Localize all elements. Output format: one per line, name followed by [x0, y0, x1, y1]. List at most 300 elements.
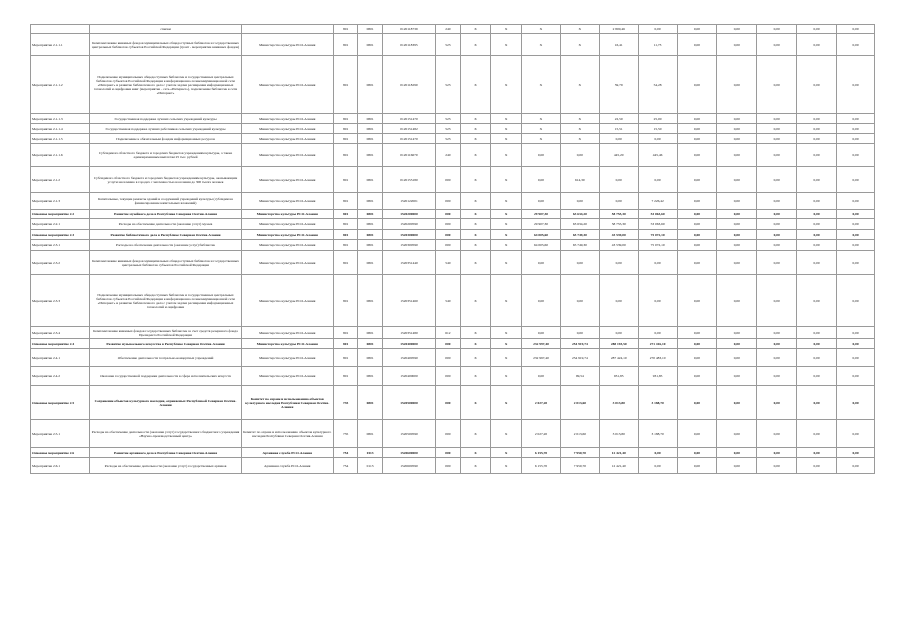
table-cell: 000	[436, 386, 461, 420]
table-cell: 0,00	[797, 219, 837, 230]
table-cell: 0,00	[560, 193, 599, 210]
table-cell: Министерство культуры РСО-Алания	[241, 349, 333, 367]
table-cell: 29 907,30	[522, 210, 561, 219]
table-cell: 1520122001	[382, 193, 435, 210]
table-cell: X	[522, 34, 561, 56]
table-cell: 801	[333, 167, 358, 193]
table-cell: 0,00	[677, 367, 717, 386]
table-cell: Министерство культуры РСО-Алания	[241, 327, 333, 339]
table-cell: X	[491, 230, 522, 240]
table-cell: X	[460, 386, 491, 420]
table-cell: 0,00	[717, 167, 757, 193]
table-cell: X	[491, 386, 522, 420]
table-cell: Министерство культуры РСО-Алания	[241, 144, 333, 167]
table-cell: Министерство культуры РСО-Алания	[241, 56, 333, 114]
table-cell: 2 013,60	[560, 386, 599, 420]
table-cell: X	[460, 210, 491, 219]
table-row	[31, 25, 875, 34]
table-cell: 0,00	[757, 386, 797, 420]
table-cell: 801	[333, 124, 358, 134]
table-cell: X	[460, 25, 491, 34]
table-cell: 0,00	[757, 327, 797, 339]
table-cell: 0,00	[837, 134, 875, 144]
table-cell: 801	[333, 210, 358, 219]
table-cell: 0,00	[837, 448, 875, 458]
table-cell: 0113	[358, 448, 383, 458]
table-cell: 0,00	[757, 193, 797, 210]
table-cell: 0,00	[837, 230, 875, 240]
table-cell: 0,00	[638, 458, 677, 474]
table-cell: 0,00	[797, 34, 837, 56]
table-cell: 0,00	[797, 327, 837, 339]
table-cell: 64 005,60	[522, 230, 561, 240]
table-cell: 1520600000	[382, 448, 435, 458]
table-cell: 0801	[358, 367, 383, 386]
table-cell: X	[460, 34, 491, 56]
table-cell: 0,00	[717, 56, 757, 114]
table-row	[31, 114, 875, 124]
table-cell: Министерство культуры РСО-Алания	[241, 210, 333, 219]
table-cell: 801	[333, 34, 358, 56]
table-row	[31, 448, 875, 458]
table-cell: 735	[333, 386, 358, 420]
table-cell: 612	[436, 327, 461, 339]
table-cell: Развитие музейного дела в Республике Северная Осетия-Алания	[90, 210, 241, 219]
table-cell: 0,00	[677, 240, 717, 251]
table-cell: X	[460, 275, 491, 327]
table-cell: 1520300590	[382, 240, 435, 251]
table-cell: 0120118395	[382, 34, 435, 56]
table-cell: 0,00	[797, 25, 837, 34]
table-cell: Расходы на обеспечение деятельности (оказание услуг) государственного бюджетного учреждения «Научно-производственный центр»	[90, 420, 241, 448]
table-cell: 000	[436, 349, 461, 367]
table-cell: 270 483,10	[638, 349, 677, 367]
table-cell: 0,00	[717, 230, 757, 240]
table-cell: 0,00	[757, 219, 797, 230]
table-cell: 801	[333, 251, 358, 275]
table-cell: X	[460, 448, 491, 458]
table-cell: 754	[333, 458, 358, 474]
table-cell: X	[460, 327, 491, 339]
table-cell: 63 634,20	[560, 210, 599, 219]
table-cell: X	[522, 56, 561, 114]
table-cell: 801	[333, 349, 358, 367]
table-cell: Мероприятие 2.3.3	[31, 275, 90, 327]
table-cell: 0,00	[837, 56, 875, 114]
table-cell: 16,41	[599, 34, 638, 56]
table-cell: X	[460, 134, 491, 144]
table-cell: 232 997,40	[522, 349, 561, 367]
table-cell: 0,00	[717, 386, 757, 420]
table-row	[31, 251, 875, 275]
table-cell: Комплектование книжных фондов муниципальных общедоступных библиотек и государственных центральных библиотек субъектов Российской Федерации (грант - мероприятие книжных фондов)	[90, 34, 241, 56]
table-cell: 0,00	[677, 339, 717, 349]
table-cell: 0801	[358, 25, 383, 34]
table-row	[31, 386, 875, 420]
budget-table-sheet	[30, 24, 875, 474]
table-cell: 0,00	[717, 251, 757, 275]
table-cell: 15,51	[599, 124, 638, 134]
table-cell: Подключение к обязательным фондам информационных ресурсов	[90, 134, 241, 144]
table-cell: 0,00	[797, 240, 837, 251]
table-cell: 64 005,60	[522, 240, 561, 251]
table-cell: Основное мероприятие 2.4	[31, 339, 90, 349]
table-cell: 0801	[358, 339, 383, 349]
table-cell: 0801	[358, 124, 383, 134]
table-cell: 0,00	[757, 367, 797, 386]
table-cell: 0801	[358, 144, 383, 167]
table-cell: 0,00	[522, 251, 561, 275]
table-cell: 0,00	[638, 251, 677, 275]
table-cell: 0,00	[560, 275, 599, 327]
table-cell: 22,50	[599, 114, 638, 124]
table-cell: 0,00	[797, 114, 837, 124]
table-cell: 0,00	[837, 349, 875, 367]
table-cell: 0,00	[522, 275, 561, 327]
table-cell: 0,00	[757, 134, 797, 144]
table-row	[31, 458, 875, 474]
table-cell: 0,00	[837, 275, 875, 327]
table-cell: Мероприятие 2.1.3	[31, 193, 90, 210]
table-cell: 801	[333, 219, 358, 230]
table-cell: 801	[333, 144, 358, 167]
table-cell: Подключение муниципальных общедоступных библиотек и государственных центральных библиотек субъектов Российской Федерации к информационно-телекоммуникационной сети «Интернет» и развитие библиотечного дела с учетом задачи расширения информационных технологий и оцифровки книг (мероприятие - сеть «Интернет»), подключение библиотек к сети «Интернет»	[90, 56, 241, 114]
table-cell: 754	[333, 448, 358, 458]
table-cell: 0801	[358, 56, 383, 114]
table-cell: 000	[436, 339, 461, 349]
table-cell: 65 749,30	[560, 240, 599, 251]
table-cell: X	[460, 339, 491, 349]
table-cell: 0,00	[677, 458, 717, 474]
table-cell: 0,00	[757, 144, 797, 167]
table-cell: 3 188,70	[638, 386, 677, 420]
table-cell: 0,00	[717, 448, 757, 458]
table-cell: 0,00	[757, 458, 797, 474]
table-cell: 0,00	[677, 134, 717, 144]
table-cell: 0,00	[677, 193, 717, 210]
table-cell: 0,00	[677, 210, 717, 219]
table-cell: 801	[333, 114, 358, 124]
table-cell: 0,00	[757, 275, 797, 327]
table-cell: 0,00	[757, 349, 797, 367]
table-cell: 0801	[358, 420, 383, 448]
table-cell: 0,00	[797, 367, 837, 386]
table-cell	[31, 25, 90, 34]
table-cell: 0801	[358, 193, 383, 210]
table-row	[31, 230, 875, 240]
table-cell: Мероприятие 2.1.2	[31, 167, 90, 193]
table-cell: 0120151470	[382, 114, 435, 124]
table-cell: Мероприятие 2.3.2	[31, 251, 90, 275]
table-cell: Субсидии из областного бюджета и городских бюджетов учреждениям культуры, оказывающим услуги населению в городах с численностью населения до 300 тысяч человек	[90, 167, 241, 193]
table-cell: 0,00	[638, 167, 677, 193]
table-cell: X	[491, 251, 522, 275]
table-cell: 0,00	[757, 210, 797, 219]
table-row	[31, 56, 875, 114]
table-cell: 523	[436, 34, 461, 56]
table-cell: 000	[436, 210, 461, 219]
table-cell: 0120155180	[382, 167, 435, 193]
table-cell: X	[491, 275, 522, 327]
table-cell: 0,00	[797, 210, 837, 219]
table-cell: 0,00	[677, 167, 717, 193]
table-cell: 801	[333, 339, 358, 349]
table-cell: 0801	[358, 386, 383, 420]
table-cell: Капитальные, текущие ремонты зданий и сооружений учреждений культуры (субсидии на финансирование капитальных вложений)	[90, 193, 241, 210]
table-cell: 540	[436, 251, 461, 275]
table-cell: 0,00	[797, 144, 837, 167]
table-row	[31, 134, 875, 144]
table-cell: X	[460, 240, 491, 251]
table-cell: X	[560, 25, 599, 34]
table-cell: X	[491, 56, 522, 114]
table-cell: 58 755,30	[599, 210, 638, 219]
table-cell: Мероприятие 2.1.1.6	[31, 144, 90, 167]
table-cell: 1520400590	[382, 349, 435, 367]
table-cell: 000	[436, 219, 461, 230]
table-cell: 0,00	[677, 230, 717, 240]
table-cell: X	[560, 34, 599, 56]
table-cell: 43 539,00	[599, 230, 638, 240]
table-cell: 0801	[358, 134, 383, 144]
table-cell: 0,00	[797, 339, 837, 349]
table-cell: 523	[436, 134, 461, 144]
table-cell: 0,00	[797, 124, 837, 134]
table-cell: 931,85	[599, 367, 638, 386]
table-cell: X	[560, 134, 599, 144]
table-cell: 0801	[358, 230, 383, 240]
table-cell: X	[491, 114, 522, 124]
table-cell: 0,00	[837, 144, 875, 167]
table-cell	[241, 25, 333, 34]
table-cell: Мероприятие 2.1.1.1	[31, 34, 90, 56]
table-cell: 65 749,30	[560, 230, 599, 240]
table-cell: 0,00	[757, 251, 797, 275]
table-cell: Комитет по охране и использованию объектов культурного наследия Республики Северная Осетия-Алания	[241, 420, 333, 448]
table-cell: X	[460, 219, 491, 230]
table-cell: Архивная служба РСО-Алания	[241, 458, 333, 474]
table-row	[31, 327, 875, 339]
table-cell: 0,00	[560, 144, 599, 167]
table-cell: 0,00	[797, 349, 837, 367]
table-cell: 11,73	[638, 34, 677, 56]
table-cell: 801	[333, 275, 358, 327]
table-cell: X	[491, 144, 522, 167]
table-cell: 99,54	[560, 367, 599, 386]
table-cell: Комплектование книжных фондов муниципальных общедоступных библиотек и государственных центральных библиотек субъектов Российской Федерации	[90, 251, 241, 275]
table-cell: 0801	[358, 275, 383, 327]
table-cell: X	[491, 240, 522, 251]
table-cell: X	[491, 349, 522, 367]
table-cell: Министерство культуры РСО-Алания	[241, 193, 333, 210]
table-cell: 0,00	[757, 34, 797, 56]
table-cell: 0,00	[677, 420, 717, 448]
table-cell: 0,00	[757, 25, 797, 34]
table-cell: 0,00	[717, 349, 757, 367]
table-cell: 1520351480	[382, 327, 435, 339]
table-cell: 0,00	[717, 219, 757, 230]
table-cell: 0,00	[837, 34, 875, 56]
table-cell: 0,00	[797, 167, 837, 193]
table-cell: Мероприятие 2.5.1	[31, 420, 90, 448]
table-row	[31, 34, 875, 56]
table-cell: X	[491, 448, 522, 458]
table-cell: 000	[436, 448, 461, 458]
table-cell: Обеспечение деятельности театрально-концертных учреждений	[90, 349, 241, 367]
table-cell: 3 013,80	[599, 420, 638, 448]
table-cell: 75 072,10	[638, 230, 677, 240]
table-cell: X	[460, 124, 491, 134]
table-cell: 232 997,40	[522, 339, 561, 349]
table-cell: 25,00	[638, 114, 677, 124]
table-cell: 801	[333, 193, 358, 210]
table-cell: 0,00	[638, 275, 677, 327]
table-cell: 0,00	[717, 367, 757, 386]
table-cell: 0,00	[717, 240, 757, 251]
table-cell: 0,00	[560, 251, 599, 275]
table-cell: X	[491, 420, 522, 448]
table-cell: Основное мероприятие 2.6	[31, 448, 90, 458]
table-cell: 523	[436, 114, 461, 124]
table-cell: 0801	[358, 219, 383, 230]
table-cell: 0,00	[797, 420, 837, 448]
table-cell: Мероприятие 2.2.1	[31, 219, 90, 230]
table-cell: 1520400000	[382, 367, 435, 386]
table-cell: X	[560, 56, 599, 114]
table-cell: 0,00	[837, 251, 875, 275]
table-cell: 1520500000	[382, 386, 435, 420]
table-cell: 0,00	[837, 114, 875, 124]
table-cell: 0,00	[677, 25, 717, 34]
table-cell: X	[522, 25, 561, 34]
table-cell: 0,00	[677, 56, 717, 114]
table-cell: 6 155,70	[522, 458, 561, 474]
table-row	[31, 420, 875, 448]
table-cell: 54,28	[638, 56, 677, 114]
table-cell: 7 950,70	[560, 458, 599, 474]
table-cell: Мероприятие 2.1.1.3	[31, 114, 90, 124]
table-cell: 0,00	[837, 327, 875, 339]
table-cell: 0,00	[837, 219, 875, 230]
table-cell: X	[460, 56, 491, 114]
table-cell: X	[460, 193, 491, 210]
table-cell: Государственная поддержка лучших сельских учреждений культуры	[90, 114, 241, 124]
table-cell: 000	[436, 193, 461, 210]
table-cell: 6 155,70	[522, 448, 561, 458]
table-cell: 0,00	[717, 34, 757, 56]
table-cell: Основное мероприятие 2.2	[31, 210, 90, 219]
table-cell: 0,00	[837, 124, 875, 134]
table-cell: 0,00	[638, 134, 677, 144]
table-cell: Министерство культуры РСО-Алания	[241, 167, 333, 193]
table-cell: 0,00	[599, 327, 638, 339]
table-cell: 0,00	[757, 240, 797, 251]
table-cell: Развитие музыкального искусства в Республике Северная Осетия-Алания	[90, 339, 241, 349]
table-cell: Министерство культуры РСО-Алания	[241, 230, 333, 240]
table-cell: 0,00	[677, 275, 717, 327]
table-cell: Подключение муниципальных общедоступных библиотек и государственных центральных библиотек субъектов Российской Федерации к информационно-телекоммуникационной сети «Интернет» и развитие библиотечного дела с учетом задачи расширения информационных технологий и оцифровки	[90, 275, 241, 327]
table-cell: 0801	[358, 167, 383, 193]
table-cell: 1520500590	[382, 420, 435, 448]
table-cell: 0,00	[677, 114, 717, 124]
table-row	[31, 367, 875, 386]
table-cell: 53 063,60	[638, 210, 677, 219]
table-cell: 000	[436, 420, 461, 448]
table-cell: 0801	[358, 34, 383, 56]
table-cell: Министерство культуры РСО-Алания	[241, 219, 333, 230]
table-cell: Мероприятие 2.1.1.2	[31, 56, 90, 114]
table-cell: 271 416,10	[638, 339, 677, 349]
table-cell: 0,00	[599, 134, 638, 144]
table-cell: 1520600590	[382, 458, 435, 474]
table-cell: 0,00	[837, 25, 875, 34]
table-cell: 801	[333, 230, 358, 240]
table-cell: X	[460, 114, 491, 124]
table-cell: 0,00	[717, 275, 757, 327]
table-cell: 0,00	[717, 458, 757, 474]
table-cell: 12 421,40	[599, 448, 638, 458]
table-cell: Министерство культуры РСО-Алания	[241, 367, 333, 386]
table-cell: Субсидии из областного бюджета и городских бюджетов учреждениям культуры, а также единовременным выплатам 25 тыс. рублей	[90, 144, 241, 167]
table-cell: 1520400000	[382, 339, 435, 349]
table-cell: 0,00	[638, 25, 677, 34]
table-cell: Министерство культуры РСО-Алания	[241, 251, 333, 275]
table-cell: 0,00	[717, 339, 757, 349]
table-cell: 0,00	[757, 230, 797, 240]
table-cell: Комплектование книжных фондов государственных библиотек за счет средств резервного фонда Президента Российской Федерации	[90, 327, 241, 339]
table-cell: 801	[333, 134, 358, 144]
table-cell: 801	[333, 240, 358, 251]
table-row	[31, 219, 875, 230]
table-cell: X	[460, 167, 491, 193]
table-cell: 000	[436, 167, 461, 193]
table-cell: 7 226,42	[638, 193, 677, 210]
table-cell: 59,79	[599, 56, 638, 114]
table-cell: 540	[436, 275, 461, 327]
table-cell: 0,00	[837, 420, 875, 448]
table-row	[31, 275, 875, 327]
table-cell: 0,00	[677, 386, 717, 420]
table-cell: Развитие библиотечного дела в Республике Северная Осетия-Алания	[90, 230, 241, 240]
table-cell: X	[491, 339, 522, 349]
table-cell: 254 919,74	[560, 339, 599, 349]
table-cell: Мероприятие 2.4.1	[31, 349, 90, 367]
table-cell: 0,00	[717, 134, 757, 144]
table-cell: Комитет по охране и использованию объектов культурного наследия Республики Северная Осетия-Алания	[241, 386, 333, 420]
table-cell: 240	[436, 144, 461, 167]
table-cell: 1520200000	[382, 210, 435, 219]
table-cell: 0120116670	[382, 144, 435, 167]
table-cell: 0,00	[677, 219, 717, 230]
table-cell: 0,00	[837, 210, 875, 219]
table-cell: X	[491, 458, 522, 474]
table-cell: 0,00	[837, 339, 875, 349]
table-cell: 0,00	[797, 448, 837, 458]
table-cell: 2 013,60	[560, 420, 599, 448]
table-cell: X	[491, 134, 522, 144]
table-row	[31, 167, 875, 193]
table-cell: 0,00	[677, 34, 717, 56]
table-cell: 801	[333, 25, 358, 34]
table-cell: 801	[333, 327, 358, 339]
table-cell: 0,00	[677, 251, 717, 275]
table-cell: 0,00	[757, 448, 797, 458]
table-cell: 000	[436, 367, 461, 386]
table-cell: 0,00	[638, 327, 677, 339]
table-cell: Министерство культуры РСО-Алания	[241, 339, 333, 349]
table-cell: 0,00	[717, 327, 757, 339]
table-cell: 0801	[358, 114, 383, 124]
